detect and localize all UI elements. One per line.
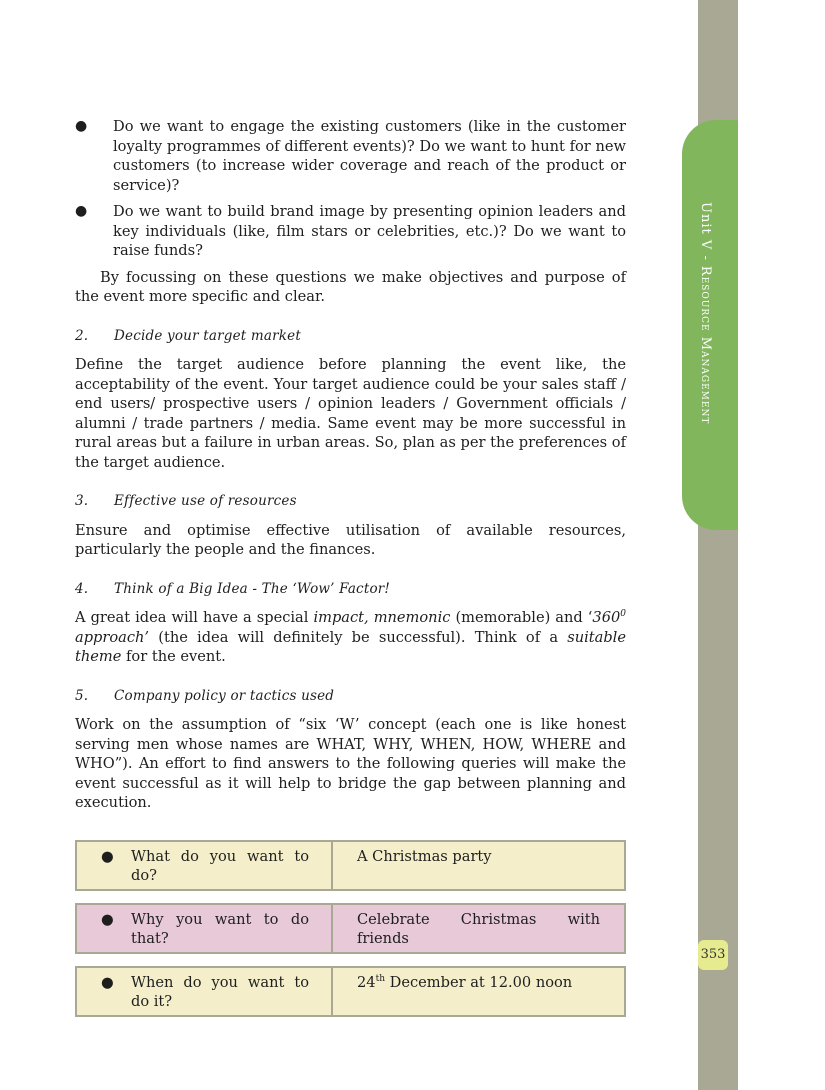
unit-label <box>698 202 713 424</box>
w-question: What do you want to do? <box>131 847 309 884</box>
w-answer: A Christmas party <box>357 847 492 865</box>
w-answer <box>333 968 624 1015</box>
section-title: Effective use of resources <box>114 493 297 509</box>
section-number: 3. <box>75 493 89 509</box>
bullet-text: Do we want to engage the existing customers (like in the customer loyalty programmes of different events)? Do we want to hunt for new customers (to increase wider coverage and reach of the product or service)? <box>113 118 626 194</box>
bullet-icon: ● <box>101 910 114 928</box>
section-body: Ensure and optimise effective utilisation of available resources, particularly the people and the finances. <box>75 521 626 558</box>
page-content <box>75 117 626 1029</box>
ordinal-superscript: th <box>375 973 385 984</box>
intro-paragraph: By focussing on these questions we make objectives and purpose of the event more specific and clear. <box>75 268 626 305</box>
w-row-when <box>75 966 626 1017</box>
section-number: 5. <box>75 687 89 704</box>
bullet-item <box>75 202 626 261</box>
section-number: 2. <box>75 327 89 344</box>
w-answer: Celebrate Christmas with friends <box>357 910 600 947</box>
body-italic: 360 <box>592 609 621 626</box>
section-body <box>75 608 626 667</box>
answer-day: 24 <box>357 973 376 991</box>
section-body: Work on the assumption of “six ‘W’ concept (each one is like honest serving men whose names are WHAT, WHY, WHEN, HOW, WHERE and WHO”). An effort to find answers to the following queries will make the event successful as it will help to bridge the gap between planning and execution. <box>75 716 626 811</box>
section-number: 4. <box>75 580 89 597</box>
body-text: (memorable) and ‘ <box>450 609 593 626</box>
section-heading <box>75 580 626 600</box>
body-text: (the idea will definitely be successful). Think of a <box>149 628 568 646</box>
w-question-cell <box>77 842 333 889</box>
section-heading <box>75 492 626 512</box>
answer-rest: December at 12.00 noon <box>385 973 573 991</box>
w-question: When do you want to do it? <box>131 973 309 1010</box>
section-heading <box>75 687 626 707</box>
bullet-icon: ● <box>75 118 88 134</box>
degree-superscript: 0 <box>620 609 626 620</box>
body-text: for the event. <box>121 648 226 665</box>
body-italic: impact, mnemonic <box>313 609 451 626</box>
six-w-table <box>75 840 626 1017</box>
section-title: Think of a Big Idea - The ‘Wow’ Factor! <box>114 580 391 597</box>
section-body: Define the target audience before planning the event like, the acceptability of the event. Your target audience could be your sales staff / end users/ prospective users / opinion leaders / Government officials / alumni / trade partners / media. Same event may be more successful in rural areas but a failure in urban areas. So, plan as per the preferences of the target audience. <box>75 356 626 471</box>
section-title: Company policy or tactics used <box>114 687 335 704</box>
body-text: A great idea will have a special <box>75 609 314 626</box>
unit-label-prefix: Unit V - <box>698 202 713 266</box>
bullet-icon: ● <box>75 203 88 219</box>
w-question-cell <box>77 905 333 952</box>
page-number: 353 <box>698 940 728 970</box>
bullet-text: Do we want to build brand image by presenting opinion leaders and key individuals (like, film stars or celebrities, etc.)? Do we want to raise funds? <box>113 203 626 259</box>
unit-label-title: Resource Management <box>698 265 713 425</box>
w-question-cell <box>77 968 333 1015</box>
body-italic: approach’ <box>75 628 150 646</box>
body-italic: suitable theme <box>75 628 626 665</box>
bullet-icon: ● <box>101 847 114 865</box>
bullet-item <box>75 117 626 195</box>
w-row-what <box>75 840 626 891</box>
bullet-icon: ● <box>101 973 114 991</box>
section-title: Decide your target market <box>114 327 301 344</box>
section-heading <box>75 327 626 347</box>
w-question: Why you want to do that? <box>131 910 309 947</box>
w-row-why <box>75 903 626 954</box>
